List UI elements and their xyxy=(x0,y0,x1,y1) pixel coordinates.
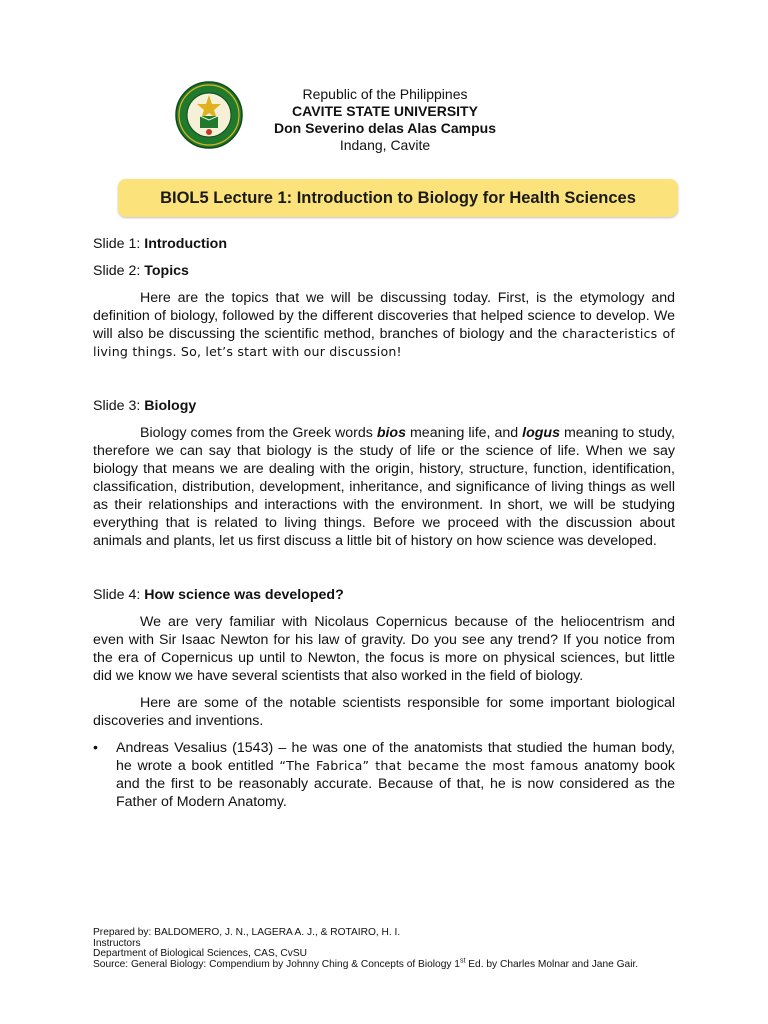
slide-3-paragraph xyxy=(93,424,675,550)
footer-source-b: Ed. by Charles Molnar and Jane Gair. xyxy=(465,958,639,970)
footer-source xyxy=(93,957,673,971)
footer-source-a: Source: General Biology: Compendium by Johnny Ching & Concepts of Biology 1 xyxy=(93,958,460,970)
slide-2-text-tail: characteristics of living things. So, let’s start with our discussion! xyxy=(93,326,675,359)
slide-2-paragraph xyxy=(93,289,675,361)
slide-2-text: Here are the topics that we will be discussing today. First, is the etymology and definition of biology, followed by the different discoveries that helped science to develop. We will also be discussing the scientific method, branches of biology and the xyxy=(93,290,675,342)
slide-3-heading xyxy=(93,397,675,415)
header xyxy=(240,86,530,154)
term-logus: logus xyxy=(522,425,560,441)
title-banner xyxy=(118,179,678,217)
slide-3-text-b: meaning life, and xyxy=(406,425,523,441)
document-body xyxy=(93,235,675,811)
slide-2-title: Topics xyxy=(144,263,189,279)
slide-4-title: How science was developed? xyxy=(144,587,344,603)
slide-3-prefix: Slide 3: xyxy=(93,398,145,414)
list-item-vesalius xyxy=(93,739,675,811)
footer xyxy=(93,928,673,970)
document-title: BIOL5 Lecture 1: Introduction to Biology for Health Sciences xyxy=(160,188,636,207)
slide-4-paragraph-1: We are very familiar with Nicolaus Copernicus because of the heliocentrism and even with Sir Isaac Newton for his law of gravity. Do you see any trend? If you notice from the era of Copernicus up until to Newton, the focus is more on physical sciences, but little did we know we have several scientists that also worked in the field of biology. xyxy=(93,614,675,684)
footer-prepared-by: Prepared by: BALDOMERO, J. N., LAGERA A. J., & ROTAIRO, H. I. xyxy=(93,927,401,938)
slide-3-title: Biology xyxy=(144,398,197,414)
vesalius-text-a: Andreas Vesalius (1543) – he was one of the anatomists that studied the human body, he wrote a book entitled xyxy=(116,740,675,774)
header-line-location: Indang, Cavite xyxy=(339,137,431,153)
slide-1-heading xyxy=(93,235,675,253)
slide-2-prefix: Slide 2: xyxy=(93,263,145,279)
slide-3-text-a: Biology comes from the Greek words xyxy=(140,425,377,441)
vesalius-text-book: “The Fabrica” that became the most famous xyxy=(279,758,579,773)
header-line-republic: Republic of the Philippines xyxy=(302,86,468,102)
footer-role: Instructors xyxy=(93,937,141,949)
slide-4-prefix: Slide 4: xyxy=(93,587,145,603)
slide-4-heading xyxy=(93,586,675,604)
footer-source-sup: st xyxy=(459,957,466,965)
slide-3-text-c: meaning to study, therefore we can say that biology is the study of life or the science of life. When we say biology that means we are dealing with the origin, history, structure, function, identification, classification, distribution, development, inheritance, and significance of living things as well as their relationships and interactions with the environment. In short, we will be studying everything that is related to living things. Before we proceed with the discussion about animals and plants, let us first discuss a little bit of history on how science was developed. xyxy=(93,425,675,549)
slide-4-paragraph-2: Here are some of the notable scientists responsible for some important biological discoveries and inventions. xyxy=(93,695,675,729)
vesalius-text-b: anatomy book and the first to be reasonably accurate. Because of that, he is now considered as the Father of Modern Anatomy. xyxy=(116,758,675,810)
slide-2-heading xyxy=(93,262,675,280)
term-bios: bios xyxy=(376,425,406,441)
footer-department: Department of Biological Sciences, CAS, CvSU xyxy=(93,948,308,960)
header-line-campus: Don Severino delas Alas Campus xyxy=(274,120,496,136)
slide-1-prefix: Slide 1: xyxy=(93,236,145,252)
header-line-university: CAVITE STATE UNIVERSITY xyxy=(292,103,478,119)
scientist-list xyxy=(93,739,675,811)
bullet-icon: • xyxy=(93,740,98,756)
slide-1-title: Introduction xyxy=(144,236,228,252)
university-seal-icon xyxy=(174,80,244,150)
